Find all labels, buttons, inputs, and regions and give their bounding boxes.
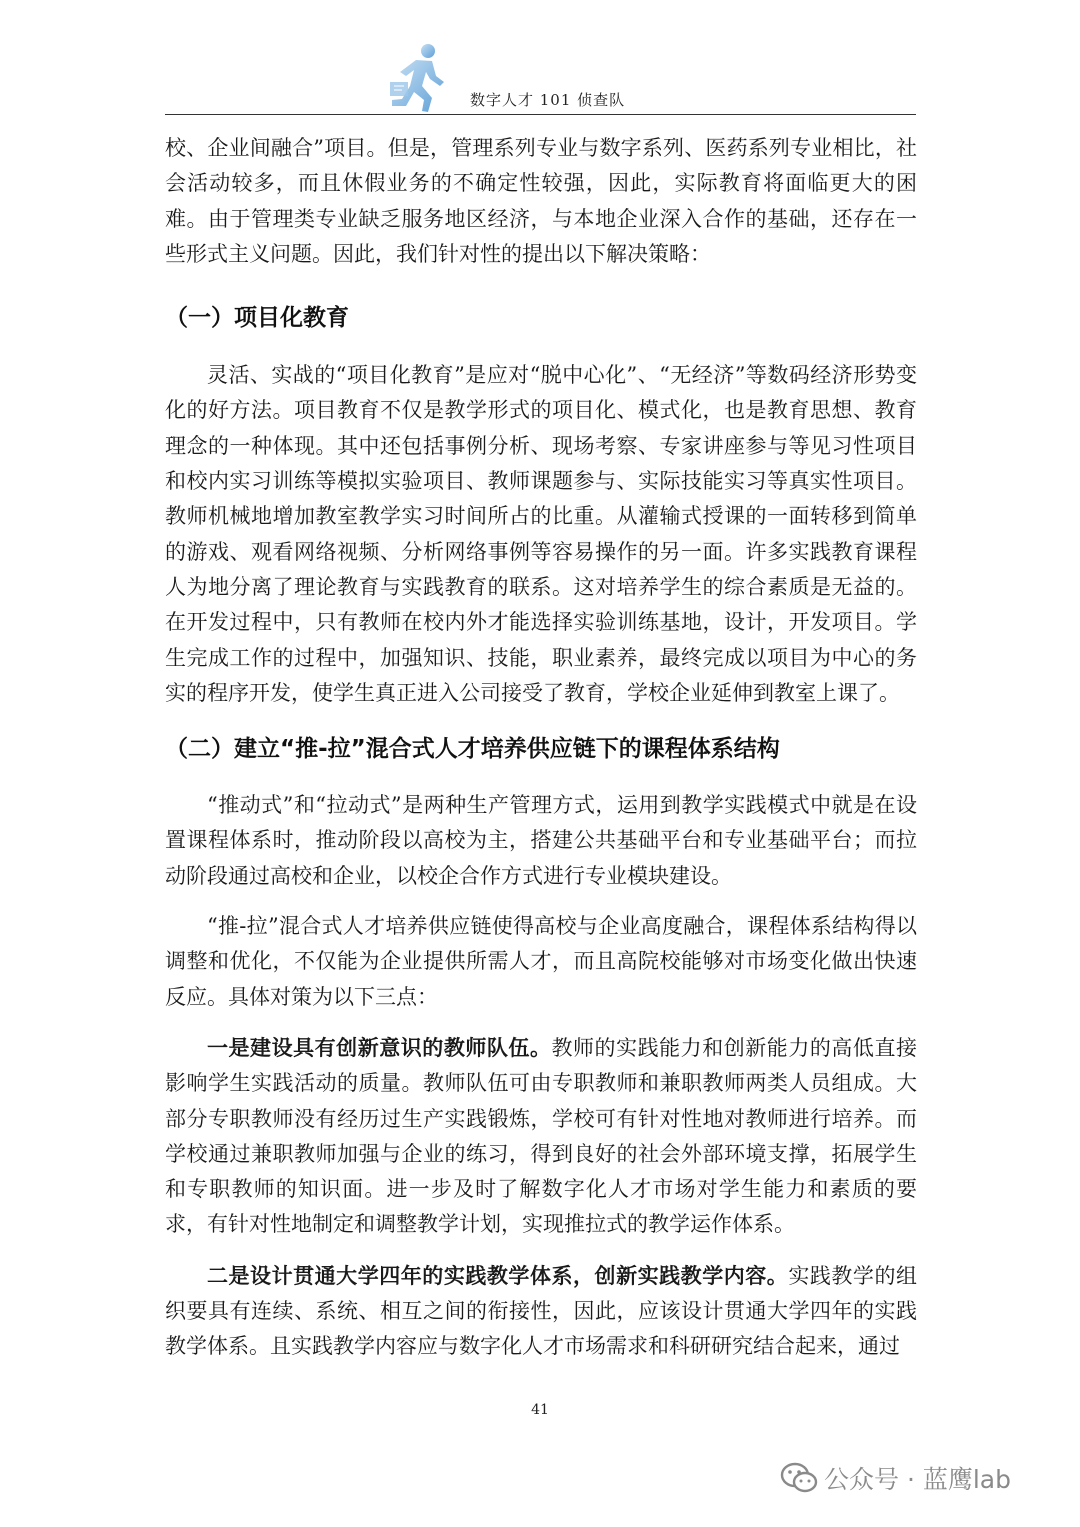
header-title: 数字人才 101 侦查队 — [470, 91, 626, 109]
paragraph-push-pull: “推动式”和“拉动式”是两种生产管理方式，运用到教学实践模式中就是在设置课程体系时，推动阶段以高校为主，搭建公共基础平台和专业基础平台；而拉动阶段通过高校和企业，以校企合作方式进行专业模块建设。 — [165, 793, 917, 888]
point-one-lead: 一是建设具有创新意识的教师队伍。 — [207, 1034, 552, 1060]
point-two-lead: 二是设计贯通大学四年的实践教学体系，创新实践教学内容。 — [207, 1262, 789, 1288]
paragraph-supply-chain: “推-拉”混合式人才培养供应链使得高校与企业高度融合，课程体系结构得以调整和优化，不仅能为企业提供所需人才，而且高院校能够对市场变化做出快速反应。具体对策为以下三点： — [165, 914, 917, 1009]
page-number: 41 — [531, 1402, 549, 1418]
section-heading-1: （一）项目化教育 — [165, 305, 349, 332]
wechat-icon — [780, 1461, 818, 1495]
running-figure-logo — [388, 42, 450, 116]
paragraph-point-one — [165, 1030, 917, 1243]
paragraph-project-education: 灵活、实战的“项目化教育”是应对“脱中心化”、“无经济”等数码经济形势变化的好方法。项目教育不仅是教学形式的项目化、模式化，也是教育思想、教育理念的一种体现。其中还包括事例分析、现场考察、专家讲座参与等见习性项目和校内实习训练等模拟实验项目、教师课题参与、实际技能实习等真实性项目。教师机械地增加教室教学实习时间所占的比重。从灌输式授课的一面转移到简单的游戏、观看网络视频、分析网络事例等容易操作的另一面。许多实践教育课程人为地分离了理论教育与实践教育的联系。这对培养学生的综合素质是无益的。在开发过程中，只有教师在校内外才能选择实验训练基地，设计，开发项目。学生完成工作的过程中，加强知识、技能，职业素养，最终完成以项目为中心的务实的程序开发，使学生真正进入公司接受了教育，学校企业延伸到教室上课了。 — [165, 363, 917, 705]
paragraph-intro: 校、企业间融合”项目。但是，管理系列专业与数字系列、医药系列专业相比，社会活动较多，而且休假业务的不确定性较强，因此，实际教育将面临更大的困难。由于管理类专业缺乏服务地区经济，与本地企业深入合作的基础，还存在一些形式主义问题。因此，我们针对性的提出以下解决策略： — [165, 136, 917, 266]
point-two-text: 实践教学的组织要具有连续、系统、相互之间的衔接性，因此，应该设计贯通大学四年的实践教学体系。且实践教学内容应与数字化人才市场需求和科研研究结合起来，通过 — [165, 1263, 917, 1359]
page-header — [0, 0, 1080, 120]
section-heading-2: （二）建立“推-拉”混合式人才培养供应链下的课程体系结构 — [165, 736, 780, 763]
watermark — [780, 1460, 1011, 1496]
paragraph-point-two — [165, 1258, 917, 1365]
point-one-text: 教师的实践能力和创新能力的高低直接影响学生实践活动的质量。教师队伍可由专职教师和兼职教师两类人员组成。大部分专职教师没有经历过生产实践锻炼，学校可有针对性地对教师进行培养。而学校通过兼职教师加强与企业的练习，得到良好的社会外部环境支撑，拓展学生和专职教师的知识面。进一步及时了解数字化人才市场对学生能力和素质的要求，有针对性地制定和调整教学计划，实现推拉式的教学运作体系。 — [165, 1035, 917, 1237]
header-rule — [165, 114, 916, 115]
watermark-text: 公众号 · 蓝鹰lab — [824, 1465, 1011, 1494]
page-content — [165, 131, 917, 1365]
